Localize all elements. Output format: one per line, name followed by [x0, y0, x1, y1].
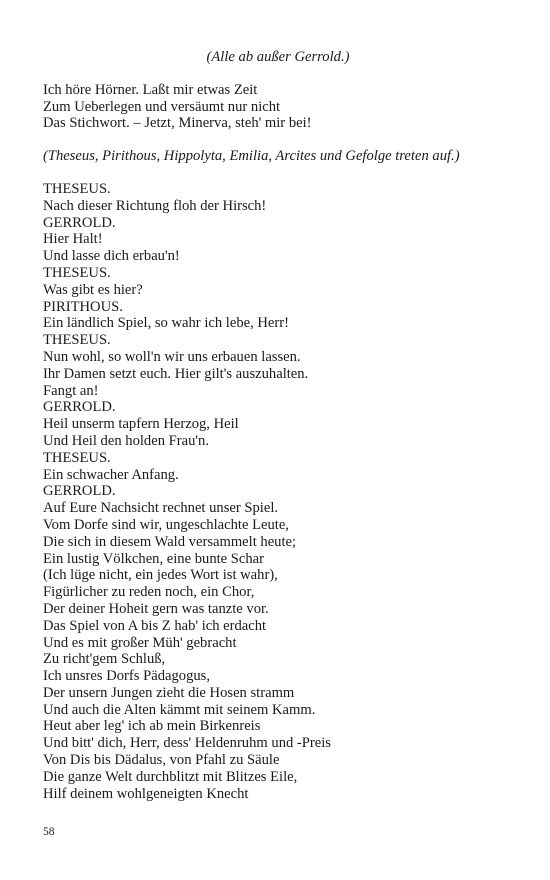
verse-line: Der deiner Hoheit gern was tanzte vor.: [43, 600, 269, 617]
speaker-name: THESEUS.: [43, 449, 111, 466]
verse-line: Der unsern Jungen zieht die Hosen stramm: [43, 684, 295, 701]
verse-line: Ihr Damen setzt euch. Hier gilt's auszuhalten.: [43, 365, 309, 382]
book-page: [43, 49, 513, 802]
verse-line: Und auch die Alten kämmt mit seinem Kamm.: [43, 701, 316, 718]
speaker-name: THESEUS.: [43, 264, 111, 281]
speaker-name: THESEUS.: [43, 332, 111, 349]
verse-line: Und bitt' dich, Herr, dess' Heldenruhm und -Preis: [43, 735, 331, 752]
verse-line: Hilf deinem wohlgeneigten Knecht: [43, 785, 249, 802]
verse-line: Und lasse dich erbau'n!: [43, 248, 180, 265]
verse-line: Die sich in diesem Wald versammelt heute;: [43, 533, 297, 550]
verse-line: Heil unserm tapfern Herzog, Heil: [43, 416, 239, 433]
speaker-name: GERROLD.: [43, 483, 116, 500]
verse-line: Fangt an!: [43, 382, 99, 399]
verse-line: Figürlicher zu reden noch, ein Chor,: [43, 584, 255, 601]
verse-line: Ein ländlich Spiel, so wahr ich lebe, Herr!: [43, 315, 289, 332]
stage-direction-exit: (Alle ab außer Gerrold.): [206, 49, 350, 65]
speaker-name: THESEUS.: [43, 180, 111, 197]
verse-line: Zum Ueberlegen und versäumt nur nicht: [43, 98, 281, 115]
verse-line: Zu richt'gem Schluß,: [43, 651, 166, 668]
verse-line: Nach dieser Richtung floh der Hirsch!: [43, 197, 267, 214]
verse-line: Und Heil den holden Frau'n.: [43, 432, 209, 449]
verse-line: Ich höre Hörner. Laßt mir etwas Zeit: [43, 81, 258, 98]
verse-line: Die ganze Welt durchblitzt mit Blitzes Eile,: [43, 768, 298, 785]
speaker-name: PIRITHOUS.: [43, 298, 123, 315]
stage-direction-entry: (Theseus, Pirithous, Hippolyta, Emilia, Arcites und Gefolge treten auf.): [43, 148, 460, 165]
speaker-name: GERROLD.: [43, 214, 116, 231]
verse-line: Ich unsres Dorfs Pädagogus,: [43, 668, 210, 685]
verse-line: Was gibt es hier?: [43, 281, 143, 298]
opening-verse: [43, 82, 513, 132]
verse-line: Ein lustig Völkchen, eine bunte Schar: [43, 550, 265, 567]
verse-line: Von Dis bis Dädalus, von Pfahl zu Säule: [43, 752, 280, 769]
dialogue: [43, 181, 513, 802]
page-number: 58: [43, 826, 55, 838]
verse-line: Das Spiel von A bis Z hab' ich erdacht: [43, 617, 267, 634]
verse-line: Das Stichwort. – Jetzt, Minerva, steh' mir bei!: [43, 115, 312, 132]
verse-line: Hier Halt!: [43, 231, 103, 248]
verse-line: Auf Eure Nachsicht rechnet unser Spiel.: [43, 500, 279, 517]
verse-line: (Ich lüge nicht, ein jedes Wort ist wahr),: [43, 567, 278, 584]
verse-line: Und es mit großer Müh' gebracht: [43, 634, 237, 651]
speaker-name: GERROLD.: [43, 399, 116, 416]
verse-line: Ein schwacher Anfang.: [43, 466, 179, 483]
verse-line: Heut aber leg' ich ab mein Birkenreis: [43, 718, 261, 735]
verse-line: Vom Dorfe sind wir, ungeschlachte Leute,: [43, 516, 289, 533]
verse-line: Nun wohl, so woll'n wir uns erbauen lassen.: [43, 348, 301, 365]
